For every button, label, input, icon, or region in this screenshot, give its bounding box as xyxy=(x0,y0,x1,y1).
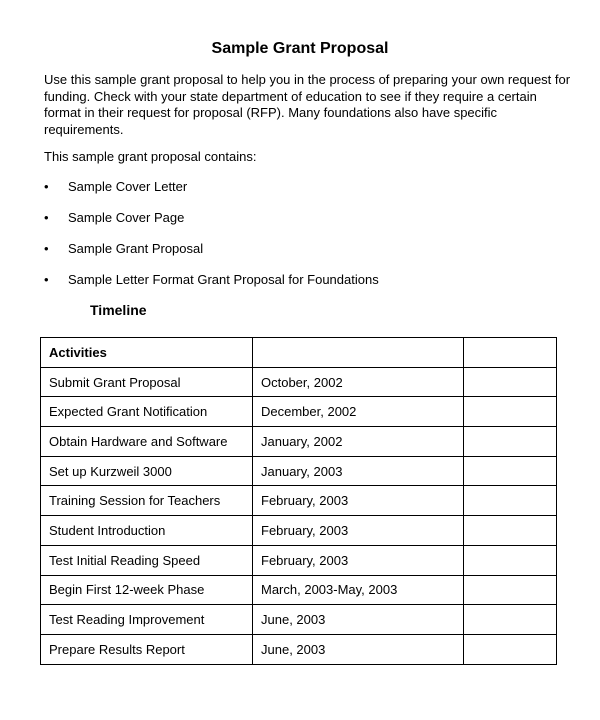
activity-cell: Begin First 12-week Phase xyxy=(41,575,253,605)
header-cell xyxy=(464,338,557,368)
activity-cell: Training Session for Teachers xyxy=(41,486,253,516)
empty-cell xyxy=(464,545,557,575)
table-row xyxy=(41,367,557,397)
date-cell: February, 2003 xyxy=(253,486,464,516)
date-cell: June, 2003 xyxy=(253,634,464,664)
empty-cell xyxy=(464,427,557,457)
date-cell: January, 2003 xyxy=(253,456,464,486)
table-row xyxy=(41,397,557,427)
table-header-row xyxy=(41,338,557,368)
empty-cell xyxy=(464,456,557,486)
date-cell: February, 2003 xyxy=(253,516,464,546)
list-item-text: Sample Cover Letter xyxy=(68,179,188,194)
date-cell: March, 2003-May, 2003 xyxy=(253,575,464,605)
empty-cell xyxy=(464,516,557,546)
table-row xyxy=(41,634,557,664)
table-row xyxy=(41,486,557,516)
activity-cell: Student Introduction xyxy=(41,516,253,546)
activity-cell: Expected Grant Notification xyxy=(41,397,253,427)
empty-cell xyxy=(464,634,557,664)
activity-cell: Set up Kurzweil 3000 xyxy=(41,456,253,486)
section-heading: Timeline xyxy=(90,302,147,318)
date-cell: October, 2002 xyxy=(253,367,464,397)
empty-cell xyxy=(464,575,557,605)
empty-cell xyxy=(464,605,557,635)
timeline-table xyxy=(40,337,557,665)
header-cell xyxy=(253,338,464,368)
list-item-text: Sample Grant Proposal xyxy=(68,241,204,256)
bullet-icon: • xyxy=(44,179,49,194)
empty-cell xyxy=(464,397,557,427)
page-title: Sample Grant Proposal xyxy=(211,40,389,57)
empty-cell xyxy=(464,486,557,516)
list-item-text: Sample Cover Page xyxy=(68,210,185,225)
activity-cell: Prepare Results Report xyxy=(41,634,253,664)
empty-cell xyxy=(464,367,557,397)
table-row xyxy=(41,427,557,457)
table-row xyxy=(41,545,557,575)
table-row xyxy=(41,605,557,635)
header-cell: Activities xyxy=(41,338,253,368)
activity-cell: Submit Grant Proposal xyxy=(41,367,253,397)
table-row xyxy=(41,575,557,605)
date-cell: February, 2003 xyxy=(253,545,464,575)
list-item-text: Sample Letter Format Grant Proposal for Foundations xyxy=(68,272,379,287)
table-row xyxy=(41,516,557,546)
date-cell: June, 2003 xyxy=(253,605,464,635)
contents-label: This sample grant proposal contains: xyxy=(44,149,257,164)
activity-cell: Test Initial Reading Speed xyxy=(41,545,253,575)
date-cell: December, 2002 xyxy=(253,397,464,427)
activity-cell: Obtain Hardware and Software xyxy=(41,427,253,457)
intro-paragraph: Use this sample grant proposal to help you in the process of preparing your own request for funding. Check with your state department of education to see if they require a certain format in their request for proposal (RFP). Many foundations also have specific requirements. xyxy=(44,72,571,137)
table-row xyxy=(41,456,557,486)
bullet-icon: • xyxy=(44,272,49,287)
activity-cell: Test Reading Improvement xyxy=(41,605,253,635)
bullet-icon: • xyxy=(44,210,49,225)
date-cell: January, 2002 xyxy=(253,427,464,457)
bullet-icon: • xyxy=(44,241,49,256)
